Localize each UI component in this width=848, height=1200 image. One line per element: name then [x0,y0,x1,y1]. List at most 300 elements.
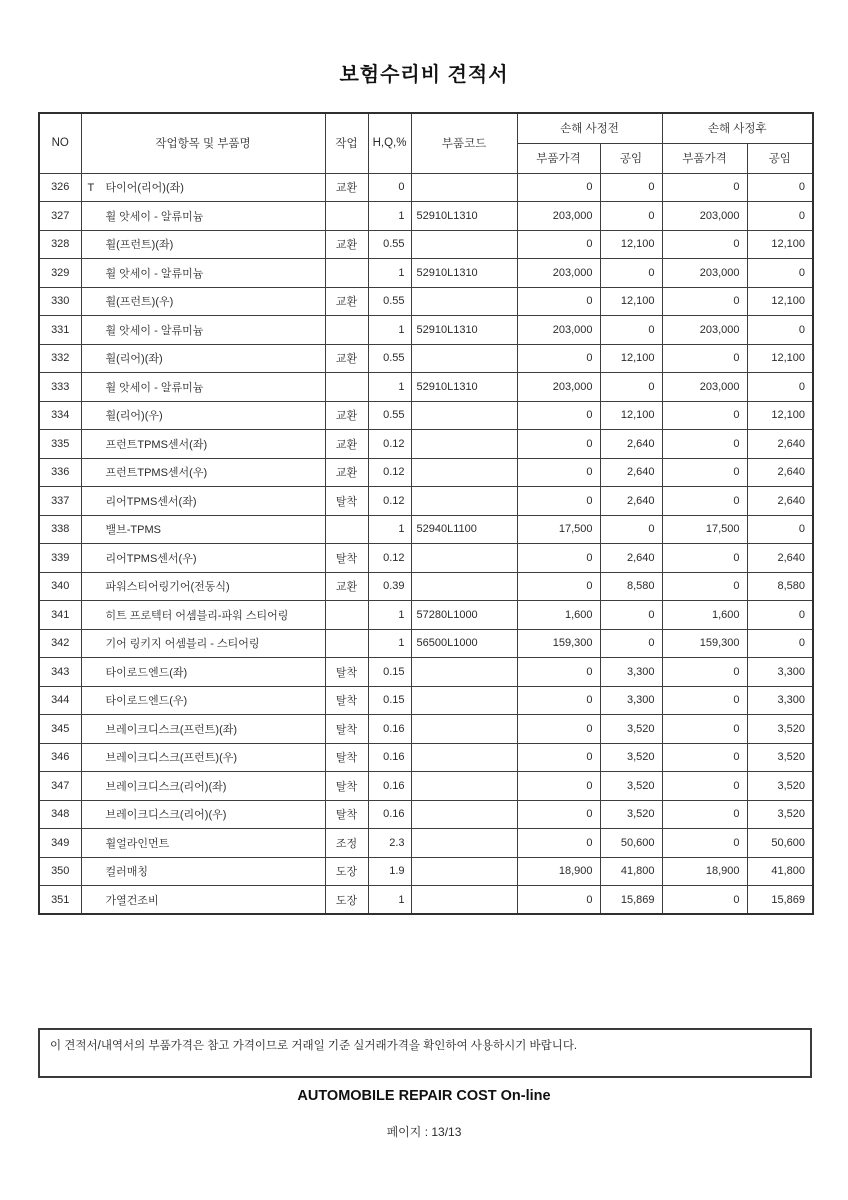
row-no: 329 [39,259,81,288]
row-part-code [411,401,517,430]
row-item-name [81,373,325,402]
row-pre-part-price: 1,600 [517,601,600,630]
table-row [39,629,813,658]
row-pre-labor: 3,520 [600,743,662,772]
row-work-type: 교환 [325,572,368,601]
row-post-part-price: 1,600 [662,601,747,630]
row-post-part-price: 203,000 [662,202,747,231]
table-row [39,601,813,630]
row-item-label: 브레이크디스크(리어)(좌) [105,780,227,793]
row-part-code [411,230,517,259]
table-row [39,401,813,430]
row-pre-part-price: 0 [517,401,600,430]
row-item-label: 프런트TPMS센서(좌) [105,438,208,451]
row-pre-part-price: 0 [517,487,600,516]
row-work-type: 탈착 [325,487,368,516]
row-pre-labor: 2,640 [600,544,662,573]
row-item-prefix: T [87,182,95,195]
row-post-labor: 8,580 [747,572,813,601]
row-item-name [81,601,325,630]
row-part-code [411,715,517,744]
row-pre-labor: 3,300 [600,686,662,715]
row-no: 351 [39,886,81,915]
table-header [39,113,813,173]
row-item-label: 파워스티어링기어(전동식) [105,581,230,594]
row-item-label: 브레이크디스크(프런트)(우) [105,752,238,765]
row-pre-labor: 8,580 [600,572,662,601]
row-no: 339 [39,544,81,573]
row-post-part-price: 0 [662,715,747,744]
row-hq-value: 0.12 [368,430,411,459]
row-post-labor: 3,520 [747,715,813,744]
row-item-label: 휠(리어)(우) [105,410,163,423]
row-pre-part-price: 0 [517,886,600,915]
row-hq-value: 2.3 [368,829,411,858]
row-item-name [81,344,325,373]
header-part-code: 부품코드 [411,113,517,173]
table-row [39,430,813,459]
row-item-label: 휠 앗세이 - 알류미늄 [105,267,204,280]
row-work-type: 교환 [325,287,368,316]
row-hq-value: 0.16 [368,743,411,772]
row-part-code [411,430,517,459]
row-post-labor: 12,100 [747,230,813,259]
row-post-labor: 0 [747,515,813,544]
row-post-labor: 0 [747,173,813,202]
table-row [39,344,813,373]
row-pre-part-price: 0 [517,800,600,829]
row-item-name [81,572,325,601]
row-pre-part-price: 0 [517,458,600,487]
page-title: 보험수리비 견적서 [339,64,509,86]
row-item-name [81,401,325,430]
row-hq-value: 0.12 [368,544,411,573]
row-hq-value: 0.55 [368,344,411,373]
row-hq-value: 0.15 [368,686,411,715]
header-post-labor: 공임 [747,143,813,173]
row-hq-value: 0.12 [368,487,411,516]
row-part-code: 52910L1310 [411,202,517,231]
row-no: 348 [39,800,81,829]
row-pre-labor: 50,600 [600,829,662,858]
brand-line: AUTOMOBILE REPAIR COST On-line [297,1088,551,1104]
row-part-code [411,886,517,915]
table-row [39,515,813,544]
row-work-type: 도장 [325,857,368,886]
row-work-type [325,202,368,231]
row-item-label: 리어TPMS센서(좌) [105,495,197,508]
row-pre-part-price: 0 [517,829,600,858]
row-item-label: 브레이크디스크(리어)(우) [105,809,227,822]
row-pre-labor: 3,520 [600,772,662,801]
row-item-name [81,287,325,316]
row-pre-labor: 12,100 [600,401,662,430]
row-item-name [81,515,325,544]
row-pre-labor: 2,640 [600,458,662,487]
row-no: 333 [39,373,81,402]
table-row [39,686,813,715]
row-no: 332 [39,344,81,373]
row-no: 341 [39,601,81,630]
row-part-code: 52940L1100 [411,515,517,544]
table-row [39,800,813,829]
row-work-type: 탈착 [325,772,368,801]
row-no: 343 [39,658,81,687]
row-work-type: 탈착 [325,715,368,744]
row-part-code: 52910L1310 [411,373,517,402]
row-work-type: 교환 [325,430,368,459]
row-work-type: 도장 [325,886,368,915]
notice-text: 이 견적서/내역서의 부품가격은 참고 가격이므로 거래일 기준 실거래가격을 확인하여 사용하시기 바랍니다. [50,1040,578,1052]
header-hq: H,Q,% [368,113,411,173]
row-pre-labor: 0 [600,629,662,658]
row-post-labor: 2,640 [747,458,813,487]
row-pre-part-price: 0 [517,430,600,459]
row-item-name [81,743,325,772]
header-item-name: 작업항목 및 부품명 [81,113,325,173]
row-item-label: 프런트TPMS센서(우) [105,467,208,480]
row-pre-labor: 41,800 [600,857,662,886]
row-item-label: 휠 앗세이 - 알류미늄 [105,324,204,337]
row-item-label: 히트 프로텍터 어셈블리-파워 스티어링 [105,609,289,622]
row-pre-part-price: 0 [517,658,600,687]
table-row [39,373,813,402]
row-post-labor: 12,100 [747,344,813,373]
row-item-label: 밸브-TPMS [105,524,161,537]
row-hq-value: 1 [368,316,411,345]
row-post-part-price: 0 [662,572,747,601]
row-pre-labor: 0 [600,316,662,345]
row-hq-value: 1 [368,629,411,658]
row-part-code [411,458,517,487]
row-part-code [411,344,517,373]
row-item-name [81,629,325,658]
row-no: 346 [39,743,81,772]
row-post-part-price: 0 [662,287,747,316]
table-row [39,857,813,886]
row-post-part-price: 0 [662,800,747,829]
row-work-type: 탈착 [325,686,368,715]
row-post-labor: 15,869 [747,886,813,915]
row-post-labor: 3,300 [747,686,813,715]
table-row [39,230,813,259]
row-pre-part-price: 0 [517,173,600,202]
table-row [39,658,813,687]
row-post-part-price: 0 [662,829,747,858]
row-no: 327 [39,202,81,231]
row-work-type [325,515,368,544]
row-no: 331 [39,316,81,345]
row-item-name [81,715,325,744]
row-post-labor: 3,520 [747,772,813,801]
row-hq-value: 0.55 [368,287,411,316]
row-post-labor: 2,640 [747,487,813,516]
row-part-code [411,743,517,772]
row-item-label: 휠(프런트)(우) [105,296,174,309]
row-work-type: 탈착 [325,658,368,687]
row-item-name [81,430,325,459]
row-post-part-price: 203,000 [662,259,747,288]
row-pre-part-price: 0 [517,743,600,772]
header-post-part-price: 부품가격 [662,143,747,173]
row-post-labor: 0 [747,601,813,630]
row-item-name [81,487,325,516]
row-pre-part-price: 0 [517,572,600,601]
row-pre-labor: 0 [600,515,662,544]
row-hq-value: 1.9 [368,857,411,886]
row-no: 328 [39,230,81,259]
row-post-labor: 50,600 [747,829,813,858]
row-post-part-price: 0 [662,544,747,573]
row-part-code: 57280L1000 [411,601,517,630]
row-post-part-price: 203,000 [662,316,747,345]
row-hq-value: 1 [368,202,411,231]
table-row [39,173,813,202]
row-work-type [325,601,368,630]
row-item-label: 휠(프런트)(좌) [105,239,174,252]
row-hq-value: 0 [368,173,411,202]
row-hq-value: 0.16 [368,715,411,744]
row-pre-part-price: 203,000 [517,316,600,345]
notice-box [38,1028,812,1078]
row-no: 344 [39,686,81,715]
row-pre-labor: 0 [600,202,662,231]
row-no: 335 [39,430,81,459]
row-pre-part-price: 0 [517,544,600,573]
page-number: 페이지 : 13/13 [386,1125,462,1139]
row-item-label: 타이어(리어)(좌) [105,182,184,195]
row-work-type: 탈착 [325,800,368,829]
row-pre-labor: 2,640 [600,430,662,459]
row-pre-labor: 12,100 [600,287,662,316]
row-post-labor: 12,100 [747,287,813,316]
row-no: 349 [39,829,81,858]
row-hq-value: 0.15 [368,658,411,687]
row-pre-labor: 12,100 [600,344,662,373]
row-pre-part-price: 0 [517,686,600,715]
row-no: 347 [39,772,81,801]
table-row [39,572,813,601]
row-item-name [81,316,325,345]
row-pre-labor: 0 [600,259,662,288]
row-hq-value: 0.12 [368,458,411,487]
row-post-labor: 3,520 [747,743,813,772]
row-work-type: 교환 [325,173,368,202]
row-hq-value: 1 [368,886,411,915]
row-post-part-price: 0 [662,458,747,487]
header-pre-assessment-group: 손해 사정전 [517,113,662,143]
row-work-type: 교환 [325,458,368,487]
row-hq-value: 0.55 [368,230,411,259]
table-row [39,259,813,288]
row-post-part-price: 0 [662,743,747,772]
row-part-code [411,857,517,886]
row-no: 326 [39,173,81,202]
row-post-part-price: 0 [662,173,747,202]
row-work-type: 조정 [325,829,368,858]
row-post-labor: 3,520 [747,800,813,829]
row-post-part-price: 17,500 [662,515,747,544]
row-part-code [411,772,517,801]
row-hq-value: 1 [368,515,411,544]
row-part-code [411,287,517,316]
row-part-code [411,658,517,687]
row-item-label: 휠 앗세이 - 알류미늄 [105,210,204,223]
row-item-name [81,230,325,259]
row-item-name [81,829,325,858]
row-post-part-price: 203,000 [662,373,747,402]
table-row [39,544,813,573]
row-hq-value: 0.55 [368,401,411,430]
row-post-labor: 0 [747,202,813,231]
row-part-code: 56500L1000 [411,629,517,658]
row-post-labor: 3,300 [747,658,813,687]
row-hq-value: 0.16 [368,772,411,801]
row-work-type [325,373,368,402]
row-hq-value: 0.16 [368,800,411,829]
row-part-code [411,173,517,202]
row-item-name [81,772,325,801]
row-post-part-price: 0 [662,686,747,715]
row-pre-part-price: 203,000 [517,202,600,231]
row-work-type: 탈착 [325,544,368,573]
table-row [39,743,813,772]
row-item-name [81,458,325,487]
row-item-name [81,544,325,573]
row-item-label: 리어TPMS센서(우) [105,552,197,565]
table-row [39,772,813,801]
row-post-labor: 0 [747,316,813,345]
row-no: 350 [39,857,81,886]
row-post-part-price: 0 [662,487,747,516]
row-item-label: 기어 링키지 어셈블리 - 스티어링 [105,638,260,651]
row-post-labor: 0 [747,259,813,288]
row-part-code [411,572,517,601]
table-row [39,715,813,744]
row-no: 345 [39,715,81,744]
row-post-labor: 41,800 [747,857,813,886]
row-item-label: 휠(리어)(좌) [105,353,163,366]
row-no: 338 [39,515,81,544]
table-row [39,829,813,858]
row-work-type [325,316,368,345]
row-item-name [81,202,325,231]
table-row [39,458,813,487]
row-work-type: 교환 [325,230,368,259]
header-work: 작업 [325,113,368,173]
row-no: 330 [39,287,81,316]
row-post-part-price: 0 [662,886,747,915]
row-post-labor: 2,640 [747,430,813,459]
row-pre-part-price: 0 [517,715,600,744]
row-item-label: 브레이크디스크(프런트)(좌) [105,723,238,736]
row-pre-part-price: 17,500 [517,515,600,544]
row-post-part-price: 159,300 [662,629,747,658]
row-part-code [411,800,517,829]
row-pre-labor: 2,640 [600,487,662,516]
row-pre-part-price: 0 [517,344,600,373]
row-pre-part-price: 203,000 [517,373,600,402]
row-item-name [81,857,325,886]
repair-estimate-table [38,112,814,915]
row-pre-part-price: 0 [517,230,600,259]
row-post-labor: 2,640 [747,544,813,573]
row-item-label: 가열건조비 [105,894,159,907]
row-pre-labor: 15,869 [600,886,662,915]
row-item-label: 타이로드엔드(좌) [105,666,188,679]
row-part-code: 52910L1310 [411,316,517,345]
row-no: 336 [39,458,81,487]
row-hq-value: 1 [368,601,411,630]
row-no: 342 [39,629,81,658]
row-part-code: 52910L1310 [411,259,517,288]
row-item-label: 휠얼라인먼트 [105,837,170,850]
table-row [39,487,813,516]
row-no: 334 [39,401,81,430]
table-body [39,173,813,914]
header-post-assessment-group: 손해 사정후 [662,113,813,143]
table-row [39,316,813,345]
row-pre-labor: 0 [600,373,662,402]
row-pre-part-price: 0 [517,772,600,801]
row-post-part-price: 0 [662,344,747,373]
row-hq-value: 1 [368,373,411,402]
row-item-name [81,259,325,288]
row-post-part-price: 0 [662,772,747,801]
row-pre-labor: 3,520 [600,800,662,829]
row-pre-labor: 3,300 [600,658,662,687]
row-item-name [81,173,325,202]
row-pre-labor: 12,100 [600,230,662,259]
row-post-part-price: 0 [662,401,747,430]
row-pre-part-price: 203,000 [517,259,600,288]
row-work-type [325,259,368,288]
row-part-code [411,686,517,715]
row-pre-labor: 0 [600,173,662,202]
row-post-part-price: 18,900 [662,857,747,886]
row-work-type [325,629,368,658]
row-work-type: 탈착 [325,743,368,772]
row-work-type: 교환 [325,401,368,430]
row-no: 337 [39,487,81,516]
row-pre-part-price: 159,300 [517,629,600,658]
row-hq-value: 0.39 [368,572,411,601]
row-item-name [81,800,325,829]
row-no: 340 [39,572,81,601]
header-no: NO [39,113,81,173]
header-pre-part-price: 부품가격 [517,143,600,173]
row-pre-labor: 3,520 [600,715,662,744]
row-item-name [81,886,325,915]
row-pre-labor: 0 [600,601,662,630]
header-pre-labor: 공임 [600,143,662,173]
row-post-part-price: 0 [662,658,747,687]
table-row [39,202,813,231]
row-post-labor: 0 [747,373,813,402]
row-item-name [81,658,325,687]
row-hq-value: 1 [368,259,411,288]
table-row [39,886,813,915]
row-work-type: 교환 [325,344,368,373]
row-part-code [411,544,517,573]
row-pre-part-price: 0 [517,287,600,316]
row-post-labor: 12,100 [747,401,813,430]
row-part-code [411,829,517,858]
row-post-labor: 0 [747,629,813,658]
row-part-code [411,487,517,516]
row-post-part-price: 0 [662,230,747,259]
row-post-part-price: 0 [662,430,747,459]
